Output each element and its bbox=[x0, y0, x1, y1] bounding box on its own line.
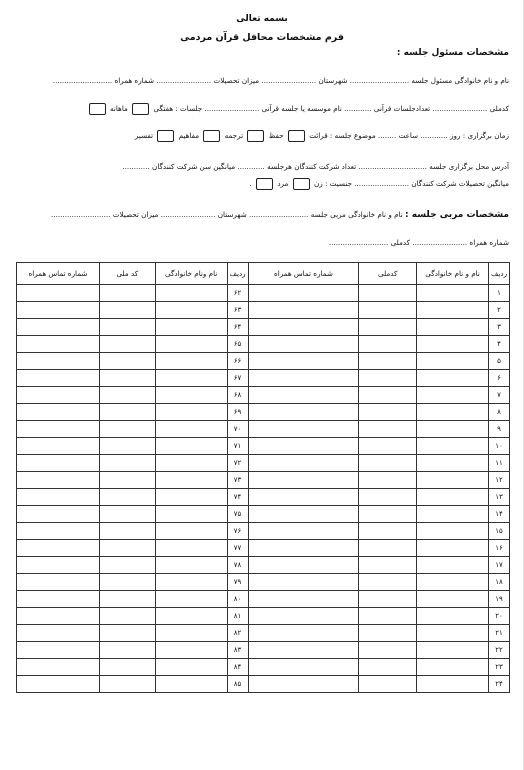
qiraat-checkbox[interactable] bbox=[288, 130, 305, 142]
table-row bbox=[17, 336, 510, 353]
name-cell-right[interactable] bbox=[417, 625, 489, 642]
phone-cell-left[interactable] bbox=[17, 591, 100, 608]
table-row bbox=[17, 319, 510, 336]
name-cell-left[interactable] bbox=[155, 370, 227, 387]
header-radif-right: ردیف bbox=[489, 263, 510, 285]
codemelli-cell-right[interactable] bbox=[359, 438, 417, 455]
responsible-line-3 bbox=[135, 130, 509, 142]
name-cell-right[interactable] bbox=[417, 336, 489, 353]
table-row bbox=[17, 387, 510, 404]
codemelli-cell-right[interactable] bbox=[359, 642, 417, 659]
row-number-right: ۱۸ bbox=[489, 574, 510, 591]
row-number-left: ۶۷ bbox=[227, 370, 248, 387]
phone-cell-left[interactable] bbox=[17, 659, 100, 676]
row-number-right: ۸ bbox=[489, 404, 510, 421]
name-cell-left[interactable] bbox=[155, 455, 227, 472]
name-cell-right[interactable] bbox=[417, 404, 489, 421]
name-cell-right[interactable] bbox=[417, 659, 489, 676]
name-cell-left[interactable] bbox=[155, 285, 227, 302]
phone-cell-right[interactable] bbox=[248, 540, 359, 557]
name-cell-right[interactable] bbox=[417, 676, 489, 693]
table-row bbox=[17, 642, 510, 659]
codemelli-cell-right[interactable] bbox=[359, 336, 417, 353]
codemelli-cell-right[interactable] bbox=[359, 285, 417, 302]
name-cell-left[interactable] bbox=[155, 336, 227, 353]
name-cell-left[interactable] bbox=[155, 659, 227, 676]
row-number-right: ۳ bbox=[489, 319, 510, 336]
line-5-text: میانگین تحصیلات شرکت کنندگان ........................ جنسیت : زن bbox=[313, 179, 509, 188]
codemelli-cell-left[interactable] bbox=[99, 642, 155, 659]
phone-cell-right[interactable] bbox=[248, 506, 359, 523]
phone-cell-right[interactable] bbox=[248, 336, 359, 353]
phone-cell-left[interactable] bbox=[17, 285, 100, 302]
mafahim-checkbox[interactable] bbox=[157, 130, 174, 142]
name-cell-right[interactable] bbox=[417, 353, 489, 370]
table-row bbox=[17, 540, 510, 557]
codemelli-cell-left[interactable] bbox=[99, 319, 155, 336]
name-cell-right[interactable] bbox=[417, 506, 489, 523]
row-number-right: ۲۲ bbox=[489, 642, 510, 659]
phone-cell-left[interactable] bbox=[17, 455, 100, 472]
name-cell-left[interactable] bbox=[155, 421, 227, 438]
row-number-right: ۴ bbox=[489, 336, 510, 353]
phone-cell-left[interactable] bbox=[17, 557, 100, 574]
name-cell-left[interactable] bbox=[155, 489, 227, 506]
row-number-left: ۷۹ bbox=[227, 574, 248, 591]
codemelli-cell-left[interactable] bbox=[99, 557, 155, 574]
header-phone-left: شماره تماس همراه bbox=[17, 263, 100, 285]
codemelli-cell-left[interactable] bbox=[99, 421, 155, 438]
phone-cell-left[interactable] bbox=[17, 625, 100, 642]
hefz-label: حفظ bbox=[268, 131, 284, 140]
phone-cell-left[interactable] bbox=[17, 302, 100, 319]
row-number-right: ۱۲ bbox=[489, 472, 510, 489]
phone-cell-right[interactable] bbox=[248, 319, 359, 336]
row-number-right: ۵ bbox=[489, 353, 510, 370]
header-name-right: نام و نام خانوادگی bbox=[417, 263, 489, 285]
phone-cell-right[interactable] bbox=[248, 387, 359, 404]
codemelli-cell-right[interactable] bbox=[359, 574, 417, 591]
table-row bbox=[17, 438, 510, 455]
name-cell-left[interactable] bbox=[155, 387, 227, 404]
phone-cell-right[interactable] bbox=[248, 472, 359, 489]
row-number-right: ۱۱ bbox=[489, 455, 510, 472]
phone-cell-left[interactable] bbox=[17, 608, 100, 625]
header-codemelli-right: کدملی bbox=[359, 263, 417, 285]
name-cell-right[interactable] bbox=[417, 472, 489, 489]
codemelli-cell-right[interactable] bbox=[359, 659, 417, 676]
row-number-right: ۷ bbox=[489, 387, 510, 404]
phone-cell-right[interactable] bbox=[248, 455, 359, 472]
table-row bbox=[17, 404, 510, 421]
name-cell-left[interactable] bbox=[155, 302, 227, 319]
codemelli-cell-left[interactable] bbox=[99, 370, 155, 387]
codemelli-cell-right[interactable] bbox=[359, 319, 417, 336]
codemelli-cell-left[interactable] bbox=[99, 540, 155, 557]
codemelli-cell-right[interactable] bbox=[359, 625, 417, 642]
instructor-heading: مشخصات مربی جلسه : bbox=[405, 210, 509, 220]
responsible-line-5 bbox=[249, 178, 509, 190]
codemelli-cell-right[interactable] bbox=[359, 523, 417, 540]
row-number-left: ۶۳ bbox=[227, 302, 248, 319]
phone-cell-right[interactable] bbox=[248, 557, 359, 574]
name-cell-left[interactable] bbox=[155, 506, 227, 523]
phone-cell-right[interactable] bbox=[248, 676, 359, 693]
participants-table bbox=[16, 262, 510, 693]
line-3-text: زمان برگزاری : روز ............ ساعت ........ موضوع جلسه : قرائت bbox=[309, 131, 509, 140]
phone-cell-left[interactable] bbox=[17, 574, 100, 591]
phone-cell-left[interactable] bbox=[17, 676, 100, 693]
table-row bbox=[17, 285, 510, 302]
row-number-left: ۸۰ bbox=[227, 591, 248, 608]
codemelli-cell-left[interactable] bbox=[99, 591, 155, 608]
table-row bbox=[17, 506, 510, 523]
table-row bbox=[17, 353, 510, 370]
row-number-left: ۶۸ bbox=[227, 387, 248, 404]
row-number-right: ۱۳ bbox=[489, 489, 510, 506]
codemelli-cell-left[interactable] bbox=[99, 438, 155, 455]
name-cell-right[interactable] bbox=[417, 302, 489, 319]
row-number-left: ۶۹ bbox=[227, 404, 248, 421]
name-cell-right[interactable] bbox=[417, 574, 489, 591]
row-number-left: ۷۶ bbox=[227, 523, 248, 540]
row-number-right: ۱۹ bbox=[489, 591, 510, 608]
codemelli-cell-left[interactable] bbox=[99, 625, 155, 642]
tarjome-label: ترجمه bbox=[224, 131, 244, 140]
phone-cell-left[interactable] bbox=[17, 353, 100, 370]
phone-cell-right[interactable] bbox=[248, 438, 359, 455]
table-row bbox=[17, 421, 510, 438]
row-number-right: ۱۷ bbox=[489, 557, 510, 574]
male-checkbox[interactable] bbox=[256, 178, 273, 190]
phone-cell-right[interactable] bbox=[248, 659, 359, 676]
codemelli-cell-right[interactable] bbox=[359, 608, 417, 625]
line-2-text: کدملی ........................ تعدادجلسات قرآنی ............ نام موسسه یا جلسه قرآنی ........................ جلسات : هفتگی bbox=[153, 104, 509, 113]
row-number-left: ۸۴ bbox=[227, 659, 248, 676]
row-number-right: ۲ bbox=[489, 302, 510, 319]
female-checkbox[interactable] bbox=[293, 178, 310, 190]
phone-cell-right[interactable] bbox=[248, 302, 359, 319]
name-cell-left[interactable] bbox=[155, 625, 227, 642]
name-cell-left[interactable] bbox=[155, 557, 227, 574]
codemelli-cell-right[interactable] bbox=[359, 489, 417, 506]
codemelli-cell-left[interactable] bbox=[99, 608, 155, 625]
codemelli-cell-left[interactable] bbox=[99, 302, 155, 319]
row-number-left: ۸۲ bbox=[227, 625, 248, 642]
responsible-heading: مشخصات مسئول جلسه : bbox=[396, 48, 509, 58]
codemelli-cell-left[interactable] bbox=[99, 455, 155, 472]
name-cell-left[interactable] bbox=[155, 404, 227, 421]
name-cell-left[interactable] bbox=[155, 642, 227, 659]
codemelli-cell-left[interactable] bbox=[99, 506, 155, 523]
phone-cell-right[interactable] bbox=[248, 285, 359, 302]
table-body bbox=[17, 285, 510, 693]
name-cell-right[interactable] bbox=[417, 319, 489, 336]
row-number-left: ۷۸ bbox=[227, 557, 248, 574]
codemelli-cell-left[interactable] bbox=[99, 404, 155, 421]
codemelli-cell-right[interactable] bbox=[359, 455, 417, 472]
codemelli-cell-right[interactable] bbox=[359, 421, 417, 438]
phone-cell-left[interactable] bbox=[17, 438, 100, 455]
codemelli-cell-right[interactable] bbox=[359, 557, 417, 574]
phone-cell-left[interactable] bbox=[17, 387, 100, 404]
row-number-left: ۷۵ bbox=[227, 506, 248, 523]
row-number-left: ۷۱ bbox=[227, 438, 248, 455]
phone-cell-left[interactable] bbox=[17, 370, 100, 387]
phone-cell-right[interactable] bbox=[248, 523, 359, 540]
table-row bbox=[17, 557, 510, 574]
row-number-right: ۹ bbox=[489, 421, 510, 438]
name-cell-right[interactable] bbox=[417, 421, 489, 438]
row-number-right: ۱۰ bbox=[489, 438, 510, 455]
hefz-checkbox[interactable] bbox=[247, 130, 264, 142]
header-radif-left: ردیف bbox=[227, 263, 248, 285]
end-dot: . bbox=[249, 179, 252, 188]
responsible-line-4: آدرس محل برگزاری جلسه .............................. تعداد شرکت کنندگان هرجلسه ............ میانگین سن شرکت کنندگان ............ bbox=[122, 162, 509, 171]
phone-cell-right[interactable] bbox=[248, 608, 359, 625]
responsible-line-1: نام و نام خانوادگی مسئول جلسه .......................... شهرستان ........................ میزان تحصیلات ........................ شماره همراه .......................... bbox=[52, 76, 509, 85]
phone-cell-right[interactable] bbox=[248, 642, 359, 659]
codemelli-cell-right[interactable] bbox=[359, 676, 417, 693]
phone-cell-left[interactable] bbox=[17, 506, 100, 523]
mafahim-label: مفاهیم bbox=[178, 131, 200, 140]
row-number-left: ۸۵ bbox=[227, 676, 248, 693]
row-number-right: ۱۶ bbox=[489, 540, 510, 557]
basmala: بسمه تعالی bbox=[236, 14, 288, 24]
name-cell-left[interactable] bbox=[155, 591, 227, 608]
codemelli-cell-right[interactable] bbox=[359, 387, 417, 404]
phone-cell-right[interactable] bbox=[248, 353, 359, 370]
phone-cell-left[interactable] bbox=[17, 404, 100, 421]
row-number-right: ۱۵ bbox=[489, 523, 510, 540]
phone-cell-right[interactable] bbox=[248, 370, 359, 387]
table-row bbox=[17, 625, 510, 642]
phone-cell-right[interactable] bbox=[248, 625, 359, 642]
row-number-left: ۸۳ bbox=[227, 642, 248, 659]
header-phone-right: شماره تماس همراه bbox=[248, 263, 359, 285]
name-cell-left[interactable] bbox=[155, 540, 227, 557]
mard-label: مرد bbox=[277, 179, 289, 188]
name-cell-right[interactable] bbox=[417, 438, 489, 455]
name-cell-left[interactable] bbox=[155, 438, 227, 455]
name-cell-left[interactable] bbox=[155, 608, 227, 625]
row-number-left: ۶۶ bbox=[227, 353, 248, 370]
codemelli-cell-left[interactable] bbox=[99, 336, 155, 353]
row-number-right: ۱۴ bbox=[489, 506, 510, 523]
table-row bbox=[17, 455, 510, 472]
table-row bbox=[17, 523, 510, 540]
codemelli-cell-right[interactable] bbox=[359, 472, 417, 489]
row-number-right: ۱ bbox=[489, 285, 510, 302]
name-cell-left[interactable] bbox=[155, 523, 227, 540]
instructor-line-2: شماره همراه ........................ کدملی .......................... bbox=[328, 238, 509, 247]
table-row bbox=[17, 574, 510, 591]
name-cell-right[interactable] bbox=[417, 387, 489, 404]
name-cell-right[interactable] bbox=[417, 608, 489, 625]
header-name-left: نام ونام خانوادگی bbox=[155, 263, 227, 285]
table-row bbox=[17, 676, 510, 693]
phone-cell-right[interactable] bbox=[248, 574, 359, 591]
table-row bbox=[17, 302, 510, 319]
responsible-line-2 bbox=[87, 103, 509, 115]
phone-cell-left[interactable] bbox=[17, 540, 100, 557]
header-codemelli-left: کد ملی bbox=[99, 263, 155, 285]
codemelli-cell-right[interactable] bbox=[359, 591, 417, 608]
phone-cell-left[interactable] bbox=[17, 523, 100, 540]
row-number-left: ۷۲ bbox=[227, 455, 248, 472]
codemelli-cell-right[interactable] bbox=[359, 302, 417, 319]
name-cell-right[interactable] bbox=[417, 285, 489, 302]
name-cell-left[interactable] bbox=[155, 676, 227, 693]
row-number-left: ۶۴ bbox=[227, 319, 248, 336]
name-cell-right[interactable] bbox=[417, 489, 489, 506]
row-number-left: ۷۰ bbox=[227, 421, 248, 438]
codemelli-cell-right[interactable] bbox=[359, 540, 417, 557]
name-cell-left[interactable] bbox=[155, 319, 227, 336]
name-cell-right[interactable] bbox=[417, 523, 489, 540]
row-number-right: ۲۴ bbox=[489, 676, 510, 693]
phone-cell-left[interactable] bbox=[17, 489, 100, 506]
instructor-line-1 bbox=[51, 210, 509, 220]
table-row bbox=[17, 659, 510, 676]
codemelli-cell-left[interactable] bbox=[99, 574, 155, 591]
table-row bbox=[17, 591, 510, 608]
row-number-left: ۷۴ bbox=[227, 489, 248, 506]
phone-cell-right[interactable] bbox=[248, 404, 359, 421]
monthly-checkbox[interactable] bbox=[89, 103, 106, 115]
codemelli-cell-left[interactable] bbox=[99, 523, 155, 540]
table-row bbox=[17, 472, 510, 489]
row-number-left: ۸۱ bbox=[227, 608, 248, 625]
phone-cell-right[interactable] bbox=[248, 591, 359, 608]
codemelli-cell-left[interactable] bbox=[99, 659, 155, 676]
name-cell-right[interactable] bbox=[417, 370, 489, 387]
row-number-right: ۲۰ bbox=[489, 608, 510, 625]
row-number-left: ۶۵ bbox=[227, 336, 248, 353]
codemelli-cell-right[interactable] bbox=[359, 370, 417, 387]
codemelli-cell-left[interactable] bbox=[99, 472, 155, 489]
row-number-left: ۶۲ bbox=[227, 285, 248, 302]
weekly-checkbox[interactable] bbox=[132, 103, 149, 115]
name-cell-right[interactable] bbox=[417, 455, 489, 472]
row-number-left: ۷۷ bbox=[227, 540, 248, 557]
phone-cell-right[interactable] bbox=[248, 421, 359, 438]
phone-cell-right[interactable] bbox=[248, 489, 359, 506]
phone-cell-left[interactable] bbox=[17, 472, 100, 489]
tarjome-checkbox[interactable] bbox=[203, 130, 220, 142]
codemelli-cell-left[interactable] bbox=[99, 285, 155, 302]
name-cell-left[interactable] bbox=[155, 353, 227, 370]
phone-cell-left[interactable] bbox=[17, 336, 100, 353]
row-number-right: ۶ bbox=[489, 370, 510, 387]
codemelli-cell-left[interactable] bbox=[99, 676, 155, 693]
tafsir-label: تفسیر bbox=[134, 131, 154, 140]
table-row bbox=[17, 489, 510, 506]
codemelli-cell-left[interactable] bbox=[99, 353, 155, 370]
name-cell-right[interactable] bbox=[417, 557, 489, 574]
table-row bbox=[17, 370, 510, 387]
phone-cell-left[interactable] bbox=[17, 319, 100, 336]
name-cell-right[interactable] bbox=[417, 642, 489, 659]
table-row bbox=[17, 608, 510, 625]
row-number-right: ۲۳ bbox=[489, 659, 510, 676]
monthly-label: ماهانه bbox=[109, 104, 128, 113]
phone-cell-left[interactable] bbox=[17, 421, 100, 438]
name-cell-right[interactable] bbox=[417, 591, 489, 608]
codemelli-cell-right[interactable] bbox=[359, 404, 417, 421]
table-header-row bbox=[17, 263, 510, 285]
row-number-right: ۲۱ bbox=[489, 625, 510, 642]
instructor-line-1-text: نام و نام خانوادگی مربی جلسه .......................... شهرستان ........................ میزان تحصیلات .......................... bbox=[51, 210, 403, 219]
codemelli-cell-right[interactable] bbox=[359, 353, 417, 370]
codemelli-cell-left[interactable] bbox=[99, 489, 155, 506]
codemelli-cell-left[interactable] bbox=[99, 387, 155, 404]
codemelli-cell-right[interactable] bbox=[359, 506, 417, 523]
form-title: فرم مشخصات محافل قرآن مردمی bbox=[180, 32, 344, 43]
phone-cell-left[interactable] bbox=[17, 642, 100, 659]
name-cell-right[interactable] bbox=[417, 540, 489, 557]
name-cell-left[interactable] bbox=[155, 472, 227, 489]
name-cell-left[interactable] bbox=[155, 574, 227, 591]
row-number-left: ۷۳ bbox=[227, 472, 248, 489]
